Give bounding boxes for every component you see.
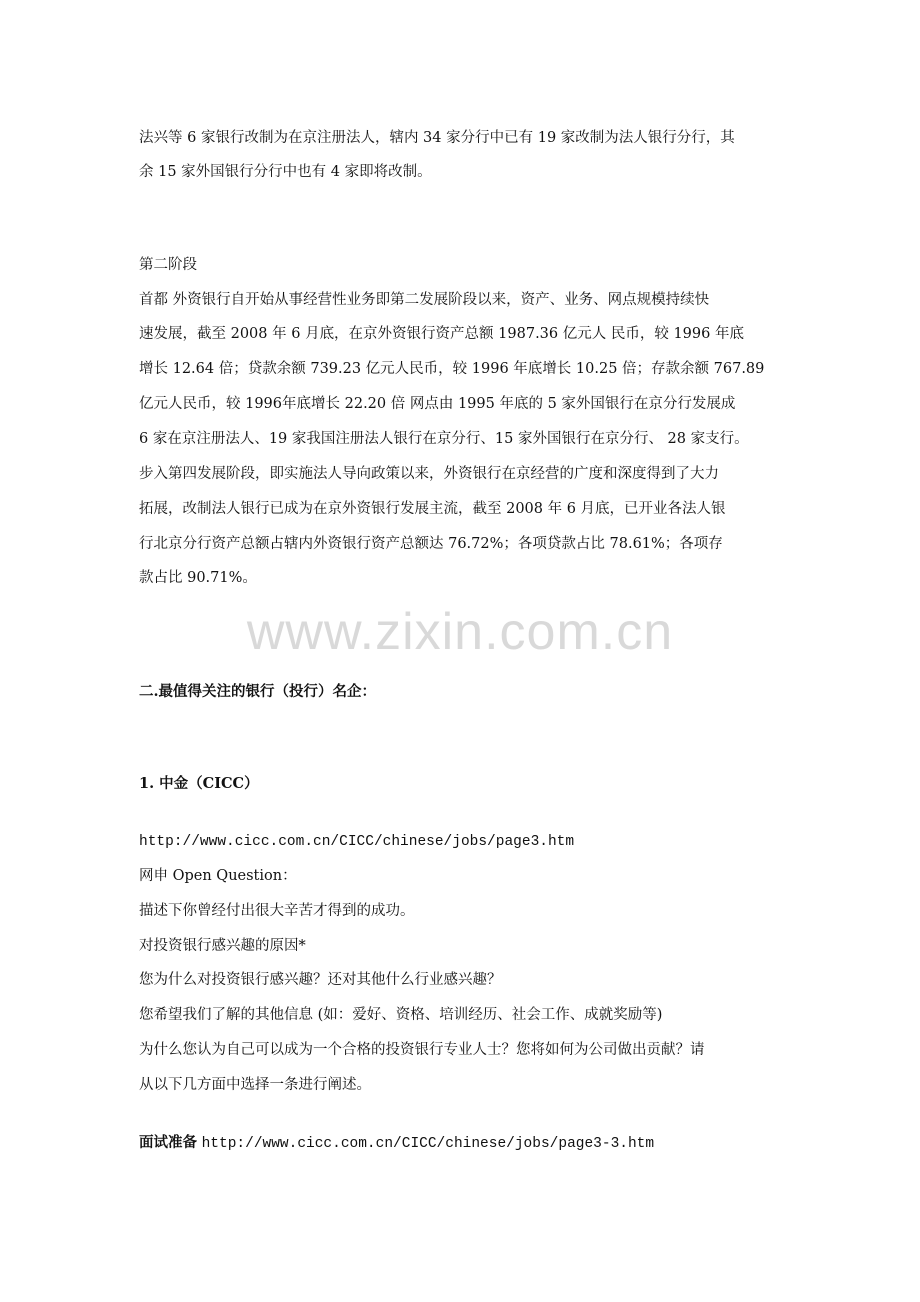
- paragraph-1-line: 法兴等 6 家银行改制为在京注册法人，辖内 34 家分行中已有 19 家改制为法人银行分行，其: [139, 130, 735, 146]
- paragraph-2-line: 6 家在京注册法人、19 家我国注册法人银行在京分行、15 家外国银行在京分行、 28 家支行。: [139, 431, 749, 447]
- paragraph-2-line: 行北京分行资产总额占辖内外资银行资产总额达 76.72%；各项贷款占比 78.61%；各项存: [139, 536, 723, 552]
- interview-prep-line: [139, 1133, 654, 1154]
- paragraph-2-line: 款占比 90.71%。: [139, 570, 257, 586]
- paragraph-2-line: 首都 外资银行自开始从事经营性业务即第二发展阶段以来，资产、业务、网点规模持续快: [139, 292, 710, 308]
- paragraph-2-line: 亿元人民币，较 1996年底增长 22.20 倍 网点由 1995 年底的 5 家外国银行在京分行发展成: [139, 396, 736, 412]
- paragraph-2-line: 增长 12.64 倍；贷款余额 739.23 亿元人民币，较 1996 年底增长 10.25 倍；存款余额 767.89: [139, 361, 765, 377]
- question-line: 您希望我们了解的其他信息 (如：爱好、资格、培训经历、社会工作、成就奖励等): [139, 1007, 663, 1023]
- question-line: 为什么您认为自己可以成为一个合格的投资银行专业人士？您将如何为公司做出贡献？请: [139, 1042, 705, 1058]
- question-line: 您为什么对投资银行感兴趣？还对其他什么行业感兴趣？: [139, 972, 502, 988]
- paragraph-2-line: 速发展，截至 2008 年 6 月底，在京外资银行资产总额 1987.36 亿元人 民币，较 1996 年底: [139, 326, 744, 342]
- watermark: www.zixin.com.cn: [246, 603, 674, 661]
- question-line: 从以下几方面中选择一条进行阐述。: [139, 1077, 371, 1093]
- paragraph-2-line: 步入第四发展阶段，即实施法人导向政策以来，外资银行在京经营的广度和深度得到了大力: [139, 466, 719, 482]
- paragraph-1-line: 余 15 家外国银行分行中也有 4 家即将改制。: [139, 164, 432, 180]
- question-line: 网申 Open Question：: [139, 868, 297, 884]
- item-1-heading: 1. 中金（CICC）: [139, 775, 259, 792]
- interview-prep-label: 面试准备: [139, 1134, 197, 1151]
- cicc-jobs-link[interactable]: http://www.cicc.com.cn/CICC/chinese/jobs/page3.htm: [139, 834, 575, 850]
- question-line: 描述下你曾经付出很大辛苦才得到的成功。: [139, 903, 415, 919]
- paragraph-2-line: 拓展，改制法人银行已成为在京外资银行发展主流，截至 2008 年 6 月底，已开业各法人银: [139, 501, 726, 517]
- question-line: 对投资银行感兴趣的原因*: [139, 938, 306, 954]
- interview-prep-link[interactable]: http://www.cicc.com.cn/CICC/chinese/jobs/page3-3.htm: [201, 1136, 655, 1152]
- section-heading: 二.最值得关注的银行（投行）名企：: [139, 683, 377, 700]
- stage-title: 第二阶段: [139, 257, 197, 273]
